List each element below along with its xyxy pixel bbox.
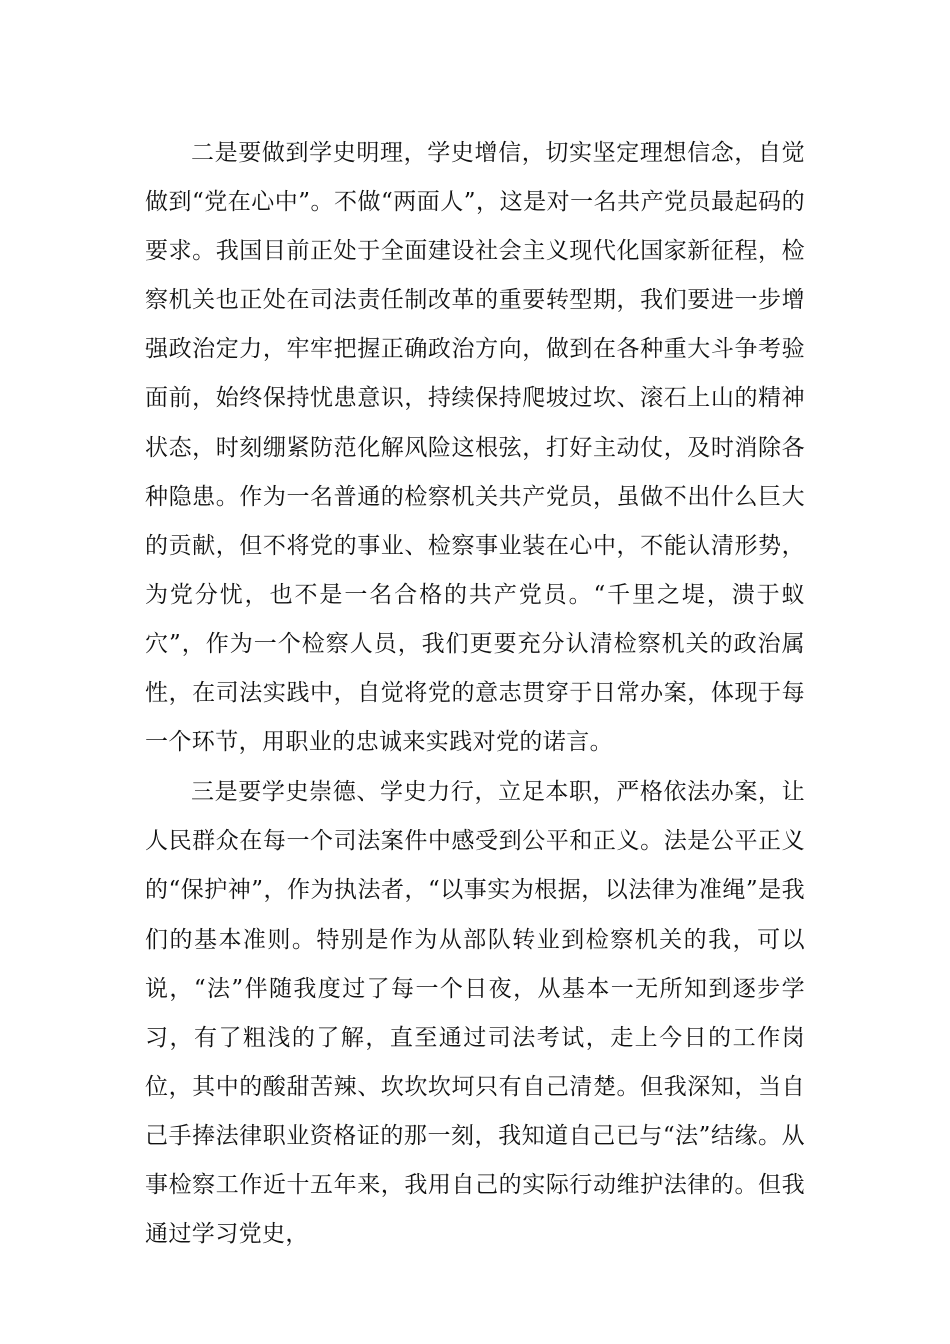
- paragraph-3: 三是要学史崇德、学史力行，立足本职，严格依法办案，让人民群众在每一个司法案件中感受到公平和正义。法是公平正义的“保护神”，作为执法者，“以事实为根据，以法律为准绳”是我们的基本准则。特别是作为从部队转业到检察机关的我，可以说，“法”伴随我度过了每一个日夜，从基本一无所知到逐步学习，有了粗浅的了解，直至通过司法考试，走上今日的工作岗位，其中的酸甜苦辣、坎坎坎坷只有自己清楚。但我深知，当自己手捧法律职业资格证的那一刻，我知道自己已与“法”结缘。从事检察工作近十五年来，我用自己的实际行动维护法律的。但我通过学习党史，: [145, 779, 805, 1248]
- paragraph-2: 二是要做到学史明理，学史增信，切实坚定理想信念，自觉做到“党在心中”。不做“两面人”，这是对一名共产党员最起码的要求。我国目前正处于全面建设社会主义现代化国家新征程，检察机关也正处在司法责任制改革的重要转型期，我们要进一步增强政治定力，牢牢把握正确政治方向，做到在各种重大斗争考验面前，始终保持忧患意识，持续保持爬坡过坎、滚石上山的精神状态，时刻绷紧防范化解风险这根弦，打好主动仗，及时消除各种隐患。作为一名普通的检察机关共产党员，虽做不出什么巨大的贡献，但不将党的事业、检察事业装在心中，不能认清形势，为党分忧，也不是一名合格的共产党员。“千里之堤，溃于蚁穴”，作为一个检察人员，我们更要充分认清检察机关的政治属性，在司法实践中，自觉将党的意志贯穿于日常办案，体现于每一个环节，用职业的忠诚来实践对党的诺言。: [145, 140, 805, 756]
- document-body: [145, 129, 805, 1260]
